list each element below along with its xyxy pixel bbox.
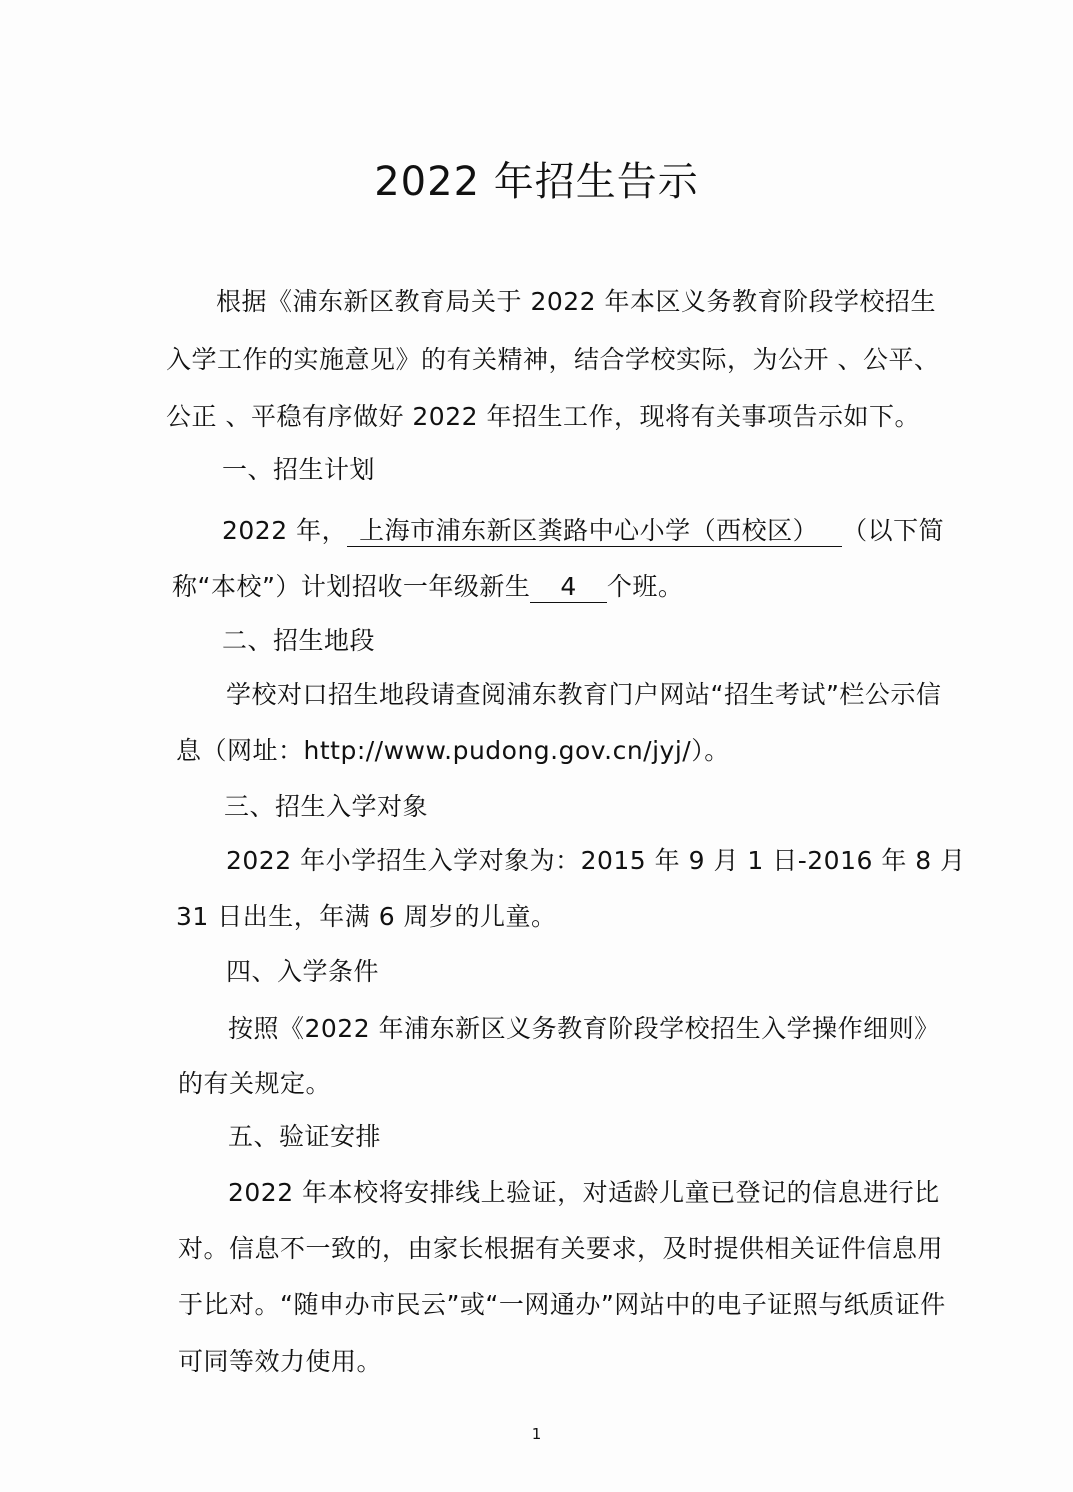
section-5-heading: 五、验证安排	[228, 1122, 382, 1151]
section-2-line-2: 息（网址：http://www.pudong.gov.cn/jyj/）。	[176, 736, 730, 765]
school-name-blank: 上海市浦东新区粪路中心小学（西校区）	[347, 516, 842, 547]
section-5-line-4: 可同等效力使用。	[178, 1347, 383, 1376]
section-2-line-1: 学校对口招生地段请查阅浦东教育门户网站“招生考试”栏公示信	[226, 680, 942, 709]
section-1-line-2-suffix: 个班。	[606, 572, 684, 601]
section-1-line-1-prefix: 2022 年，	[222, 516, 348, 545]
section-4-line-2: 的有关规定。	[178, 1069, 332, 1098]
section-1-line-2	[172, 569, 683, 605]
section-5-line-1: 2022 年本校将安排线上验证，对适龄儿童已登记的信息进行比	[228, 1178, 940, 1207]
section-4-heading: 四、入学条件	[226, 957, 380, 986]
intro-line-3: 公正 、平稳有序做好 2022 年招生工作，现将有关事项告示如下。	[166, 402, 920, 431]
intro-line-1: 根据《浦东新区教育局关于 2022 年本区义务教育阶段学校招生	[216, 287, 937, 316]
intro-line-2: 入学工作的实施意见》的有关精神，结合学校实际，为公开 、公平、	[166, 345, 940, 374]
section-1-line-1-suffix: （以下简	[842, 516, 945, 545]
document-title: 2022 年招生告示	[374, 159, 699, 205]
section-1-heading: 一、招生计划	[222, 455, 376, 484]
page-number: 1	[531, 1425, 542, 1443]
section-2-heading: 二、招生地段	[222, 626, 376, 655]
section-1-line-1	[222, 513, 944, 549]
section-5-line-3: 于比对。“随申办市民云”或“一网通办”网站中的电子证照与纸质证件	[178, 1290, 946, 1319]
section-4-line-1: 按照《2022 年浦东新区义务教育阶段学校招生入学操作细则》	[228, 1014, 940, 1043]
section-1-line-2-prefix: 称“本校”）计划招收一年级新生	[172, 572, 531, 601]
class-count-blank: 4	[530, 572, 606, 603]
section-3-line-2: 31 日出生，年满 6 周岁的儿童。	[176, 902, 557, 931]
section-3-line-1: 2022 年小学招生入学对象为：2015 年 9 月 1 日-2016 年 8 月	[226, 846, 966, 875]
section-5-line-2: 对。信息不一致的，由家长根据有关要求，及时提供相关证件信息用	[178, 1234, 944, 1263]
section-3-heading: 三、招生入学对象	[224, 792, 429, 821]
